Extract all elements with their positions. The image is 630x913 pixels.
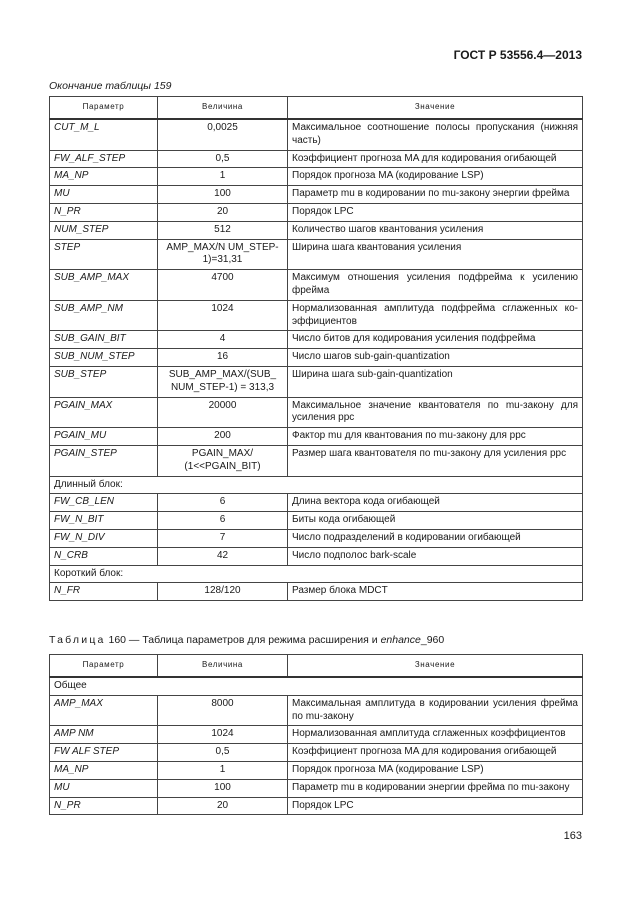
value-cell: 6: [158, 494, 288, 512]
meaning-cell: Число битов для кодирования усиления подфрейма: [288, 331, 583, 349]
section-label: Длинный блок:: [50, 476, 583, 494]
parameter-cell: AMP NM: [50, 726, 158, 744]
parameter-cell: SUB_GAIN_BIT: [50, 331, 158, 349]
value-cell: 4: [158, 331, 288, 349]
parameter-cell: CUT_M_L: [50, 119, 158, 150]
parameter-cell: AMP_MAX: [50, 695, 158, 726]
meaning-cell: Порядок прогноза MA (кодирование LSP): [288, 761, 583, 779]
meaning-cell: Максимальное соотношение полосы пропускания (нижняя часть): [288, 119, 583, 150]
meaning-cell: Параметр mu в кодировании энергии фрейма по mu-закону: [288, 779, 583, 797]
parameter-cell: PGAIN_STEP: [50, 445, 158, 476]
value-cell: 6: [158, 512, 288, 530]
table-row: [50, 695, 583, 726]
table-row: [50, 494, 583, 512]
table-row: [50, 119, 583, 150]
parameter-cell: FW_N_DIV: [50, 529, 158, 547]
table-row: [50, 744, 583, 762]
table-159-caption: Окончание таблицы 159: [49, 80, 172, 92]
table-row: [50, 221, 583, 239]
value-cell: 1: [158, 761, 288, 779]
table-row: [50, 779, 583, 797]
value-cell: 200: [158, 428, 288, 446]
section-row: [50, 476, 583, 494]
parameter-cell: SUB_NUM_STEP: [50, 349, 158, 367]
parameter-cell: N_CRB: [50, 547, 158, 565]
parameter-cell: FW_ALF_STEP: [50, 150, 158, 168]
meaning-cell: Размер блока MDCT: [288, 583, 583, 601]
parameter-cell: N_PR: [50, 797, 158, 815]
column-header-value: Величина: [158, 655, 288, 678]
column-header-meaning: Значение: [288, 97, 583, 120]
parameter-cell: MA_NP: [50, 168, 158, 186]
section-row: [50, 677, 583, 695]
meaning-cell: Фактор mu для квантования по mu-закону для ppc: [288, 428, 583, 446]
meaning-cell: Коэффициент прогноза MA для кодирования огибающей: [288, 150, 583, 168]
caption-tail: _960: [420, 634, 445, 646]
parameter-cell: FW_N_BIT: [50, 512, 158, 530]
parameter-cell: MA_NP: [50, 761, 158, 779]
page-number: 163: [563, 830, 582, 842]
meaning-cell: Биты кода огибающей: [288, 512, 583, 530]
value-cell: PGAIN_MAX/ (1<<PGAIN_BIT): [158, 445, 288, 476]
value-cell: 0,0025: [158, 119, 288, 150]
meaning-cell: Максимальная амплитуда в кодировании усиления фрейма по mu-закону: [288, 695, 583, 726]
value-cell: 512: [158, 221, 288, 239]
table-row: [50, 270, 583, 301]
table-row: [50, 397, 583, 428]
parameter-cell: MU: [50, 186, 158, 204]
caption-italic: enhance: [380, 634, 421, 646]
table-row: [50, 547, 583, 565]
table-row: [50, 445, 583, 476]
value-cell: SUB_AMP_MAX/(SUB_ NUM_STEP-1) = 313,3: [158, 366, 288, 397]
parameter-cell: FW_CB_LEN: [50, 494, 158, 512]
table-row: [50, 529, 583, 547]
parameter-cell: STEP: [50, 239, 158, 270]
meaning-cell: Число подполос bark-scale: [288, 547, 583, 565]
meaning-cell: Порядок LPC: [288, 203, 583, 221]
table-row: [50, 168, 583, 186]
meaning-cell: Ширина шага квантования усиления: [288, 239, 583, 270]
table-row: [50, 726, 583, 744]
value-cell: 8000: [158, 695, 288, 726]
table-160-caption: [49, 634, 444, 646]
table-row: [50, 428, 583, 446]
parameter-cell: SUB_AMP_NM: [50, 300, 158, 331]
meaning-cell: Максимальное значение квантователя по mu-закону для усиления ppc: [288, 397, 583, 428]
table-header-row: [50, 97, 583, 120]
meaning-cell: Размер шага квантователя по mu-закону для усиления ppc: [288, 445, 583, 476]
meaning-cell: Параметр mu в кодировании по mu-закону энергии фрейма: [288, 186, 583, 204]
meaning-cell: Ширина шага sub-gain-quantization: [288, 366, 583, 397]
meaning-cell: Порядок LPC: [288, 797, 583, 815]
parameter-cell: NUM_STEP: [50, 221, 158, 239]
table-row: [50, 349, 583, 367]
meaning-cell: Число шагов sub-gain-quantization: [288, 349, 583, 367]
table-row: [50, 150, 583, 168]
table-row: [50, 797, 583, 815]
value-cell: 20: [158, 797, 288, 815]
parameter-cell: PGAIN_MU: [50, 428, 158, 446]
parameter-cell: N_FR: [50, 583, 158, 601]
caption-text: 160 — Таблица параметров для режима расширения и: [105, 634, 381, 646]
value-cell: AMP_MAX/N UM_STEP-1)=31,31: [158, 239, 288, 270]
parameter-cell: MU: [50, 779, 158, 797]
table-row: [50, 239, 583, 270]
table-row: [50, 300, 583, 331]
meaning-cell: Количество шагов квантования усиления: [288, 221, 583, 239]
meaning-cell: Порядок прогноза MA (кодирование LSP): [288, 168, 583, 186]
value-cell: 7: [158, 529, 288, 547]
value-cell: 128/120: [158, 583, 288, 601]
meaning-cell: Максимум отношения усиления подфрейма к усилению фрейма: [288, 270, 583, 301]
value-cell: 20000: [158, 397, 288, 428]
table-160: [49, 654, 583, 815]
parameter-cell: N_PR: [50, 203, 158, 221]
table-159: [49, 96, 583, 601]
value-cell: 20: [158, 203, 288, 221]
section-label: Общее: [50, 677, 583, 695]
parameter-cell: PGAIN_MAX: [50, 397, 158, 428]
value-cell: 100: [158, 186, 288, 204]
value-cell: 1024: [158, 300, 288, 331]
column-header-value: Величина: [158, 97, 288, 120]
meaning-cell: Нормализованная амплитуда сглаженных коэффициентов: [288, 726, 583, 744]
document-standard-number: ГОСТ Р 53556.4—2013: [453, 48, 582, 62]
parameter-cell: SUB_STEP: [50, 366, 158, 397]
table-row: [50, 761, 583, 779]
column-header-parameter: Параметр: [50, 655, 158, 678]
column-header-parameter: Параметр: [50, 97, 158, 120]
value-cell: 4700: [158, 270, 288, 301]
table-row: [50, 331, 583, 349]
caption-word: Таблица: [49, 634, 106, 646]
table-row: [50, 512, 583, 530]
value-cell: 0,5: [158, 744, 288, 762]
table-row: [50, 366, 583, 397]
table-row: [50, 186, 583, 204]
meaning-cell: Нормализованная амплитуда подфрейма сглаженных ко-эффициентов: [288, 300, 583, 331]
parameter-cell: FW ALF STEP: [50, 744, 158, 762]
value-cell: 1024: [158, 726, 288, 744]
value-cell: 0,5: [158, 150, 288, 168]
value-cell: 100: [158, 779, 288, 797]
meaning-cell: Длина вектора кода огибающей: [288, 494, 583, 512]
section-row: [50, 565, 583, 583]
table-row: [50, 203, 583, 221]
meaning-cell: Коэффициент прогноза MA для кодирования огибающей: [288, 744, 583, 762]
parameter-cell: SUB_AMP_MAX: [50, 270, 158, 301]
value-cell: 16: [158, 349, 288, 367]
table-header-row: [50, 655, 583, 678]
meaning-cell: Число подразделений в кодировании огибающей: [288, 529, 583, 547]
section-label: Короткий блок:: [50, 565, 583, 583]
value-cell: 1: [158, 168, 288, 186]
table-row: [50, 583, 583, 601]
value-cell: 42: [158, 547, 288, 565]
column-header-meaning: Значение: [288, 655, 583, 678]
